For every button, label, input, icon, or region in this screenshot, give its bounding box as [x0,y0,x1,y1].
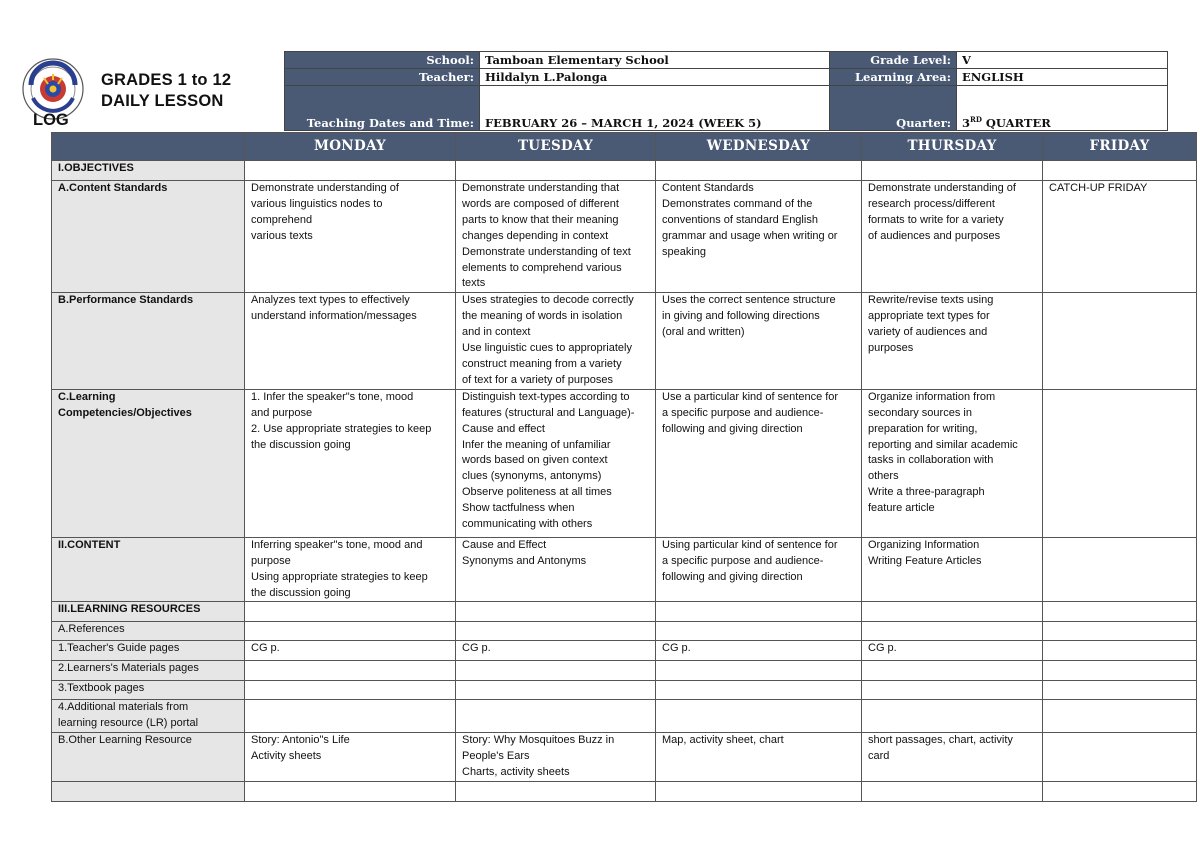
table-row [52,622,1197,641]
lesson-cell [862,661,1043,681]
lesson-cell [245,622,456,641]
row-label: I.OBJECTIVES [52,161,245,181]
lesson-cell: CATCH-UP FRIDAY [1043,181,1197,293]
lesson-cell: Story: Antonio"s Life Activity sheets [245,733,456,782]
row-label: 3.Textbook pages [52,681,245,700]
teacher-value: Hildalyn L.Palonga [480,69,830,86]
title-line-3: LOG [33,111,69,129]
lesson-cell [656,602,862,622]
lesson-cell: CG p. [862,641,1043,661]
lesson-cell [456,681,656,700]
header-info-table [284,51,1168,131]
lesson-cell [862,602,1043,622]
day-header-monday: MONDAY [245,133,456,161]
lesson-cell [245,681,456,700]
lesson-cell: CG p. [456,641,656,661]
table-row [52,181,1197,293]
lesson-cell: Using particular kind of sentence for a specific purpose and audience- following and giving direction [656,537,862,602]
lesson-cell [456,622,656,641]
school-value: Tamboan Elementary School [480,52,830,69]
lesson-cell: Analyzes text types to effectively understand information/messages [245,293,456,389]
lesson-cell: Rewrite/revise texts using appropriate text types for variety of audiences and purposes [862,293,1043,389]
lesson-cell [1043,602,1197,622]
table-row [52,389,1197,537]
lesson-cell [245,781,456,801]
lesson-cell [1043,389,1197,537]
lesson-cell: Uses the correct sentence structure in giving and following directions (oral and written) [656,293,862,389]
lesson-cell: Organize information from secondary sources in preparation for writing, reporting and similar academic tasks in collaboration with others Write a three-paragraph feature article [862,389,1043,537]
row-label [52,781,245,801]
school-label: School: [285,52,480,69]
day-header-friday: FRIDAY [1043,133,1197,161]
lesson-cell [245,700,456,733]
grade-level-value: V [957,52,1168,69]
lesson-cell: Story: Why Mosquitoes Buzz in People's Ears Charts, activity sheets [456,733,656,782]
lesson-cell [656,681,862,700]
lesson-cell: Cause and Effect Synonyms and Antonyms [456,537,656,602]
lesson-cell [1043,622,1197,641]
row-label: A.References [52,622,245,641]
lesson-cell: CG p. [245,641,456,661]
lesson-cell: 1. Infer the speaker"s tone, mood and purpose 2. Use appropriate strategies to keep the discussion going [245,389,456,537]
title-line-2: DAILY LESSON [101,92,224,110]
lesson-cell [1043,661,1197,681]
row-label: 1.Teacher's Guide pages [52,641,245,661]
teaching-dates-label: Teaching Dates and Time: [285,86,480,131]
row-label: A.Content Standards [52,181,245,293]
lesson-cell [456,700,656,733]
table-row [52,293,1197,389]
lesson-cell [245,161,456,181]
lesson-log-table [51,132,1197,802]
lesson-cell: Map, activity sheet, chart [656,733,862,782]
lesson-cell: CG p. [656,641,862,661]
lesson-cell: Demonstrate understanding of research process/different formats to write for a variety of audiences and purposes [862,181,1043,293]
lesson-cell [656,781,862,801]
lesson-cell [656,161,862,181]
learning-area-value: ENGLISH [957,69,1168,86]
lesson-cell [1043,781,1197,801]
corner-header [52,133,245,161]
lesson-cell [456,661,656,681]
lesson-cell: Inferring speaker"s tone, mood and purpose Using appropriate strategies to keep the discussion going [245,537,456,602]
lesson-cell: Organizing Information Writing Feature Articles [862,537,1043,602]
row-label: III.LEARNING RESOURCES [52,602,245,622]
table-row [52,700,1197,733]
row-label: 2.Learners's Materials pages [52,661,245,681]
lesson-cell [1043,681,1197,700]
lesson-cell [456,602,656,622]
row-label: C.Learning Competencies/Objectives [52,389,245,537]
lesson-cell [656,661,862,681]
day-header-wednesday: WEDNESDAY [656,133,862,161]
lesson-cell [1043,700,1197,733]
quarter-word: QUARTER [981,116,1051,130]
lesson-cell [245,661,456,681]
day-header-tuesday: TUESDAY [456,133,656,161]
lesson-cell [456,161,656,181]
lesson-cell: Demonstrate understanding of various linguistics nodes to comprehend various texts [245,181,456,293]
day-header-thursday: THURSDAY [862,133,1043,161]
table-row [52,641,1197,661]
row-label: 4.Additional materials from learning resource (LR) portal [52,700,245,733]
row-label: B.Other Learning Resource [52,733,245,782]
lesson-cell: Distinguish text-types according to features (structural and Language)- Cause and effect Infer the meaning of unfamiliar words based on given context clues (synonyms, antonyms) Observe politeness at all times Show tactfulness when communicating with others [456,389,656,537]
lesson-cell [862,700,1043,733]
quarter-value [957,86,1168,131]
lesson-cell [862,781,1043,801]
table-row [52,681,1197,700]
lesson-cell: short passages, chart, activity card [862,733,1043,782]
table-row [52,733,1197,782]
lesson-cell [1043,641,1197,661]
lesson-cell: Use a particular kind of sentence for a specific purpose and audience- following and giving direction [656,389,862,537]
quarter-number: 3 [962,116,971,130]
lesson-cell [862,622,1043,641]
title-line-1: GRADES 1 to 12 [101,71,232,89]
row-label: B.Performance Standards [52,293,245,389]
lesson-cell [1043,161,1197,181]
lesson-cell: Uses strategies to decode correctly the meaning of words in isolation and in context Use linguistic cues to appropriately construct meaning from a variety of text for a variety of purposes [456,293,656,389]
lesson-cell [656,622,862,641]
lesson-cell [1043,537,1197,602]
table-row [52,781,1197,801]
quarter-ordinal: RD [970,115,982,125]
lesson-cell [1043,733,1197,782]
grade-level-label: Grade Level: [830,52,957,69]
lesson-cell [862,161,1043,181]
quarter-label: Quarter: [830,86,957,131]
page-title [101,70,231,112]
table-row [52,661,1197,681]
learning-area-label: Learning Area: [830,69,957,86]
table-row [52,602,1197,622]
lesson-cell [1043,293,1197,389]
table-row [52,537,1197,602]
lesson-cell [656,700,862,733]
teaching-dates-value: FEBRUARY 26 – MARCH 1, 2024 (WEEK 5) [480,86,830,131]
lesson-cell [456,781,656,801]
lesson-cell [245,602,456,622]
lesson-cell: Content Standards Demonstrates command of the conventions of standard English grammar and usage when writing or speaking [656,181,862,293]
lesson-cell [862,681,1043,700]
lesson-cell: Demonstrate understanding that words are composed of different parts to know that their meaning changes depending in context Demonstrate understanding of text elements to comprehend various texts [456,181,656,293]
teacher-label: Teacher: [285,69,480,86]
row-label: II.CONTENT [52,537,245,602]
day-header-row [52,133,1197,161]
table-row [52,161,1197,181]
